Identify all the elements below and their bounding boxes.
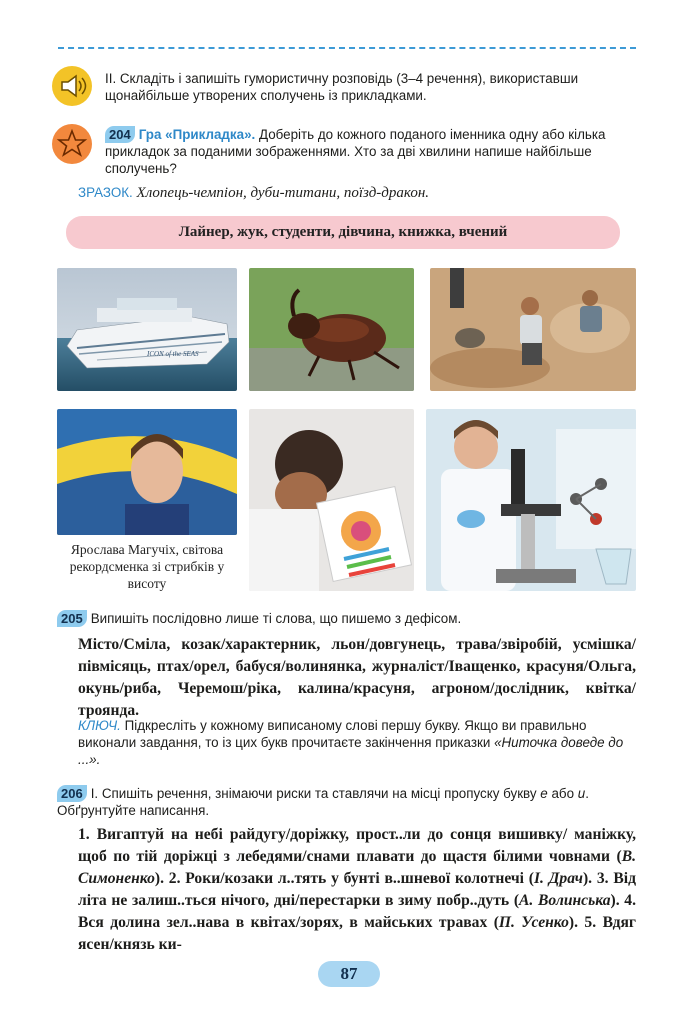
ex205-header (57, 610, 637, 627)
ex206-part5: ). 5. Вдяг ясен/князь ки- (78, 914, 636, 953)
ex206-author1: В. Симоненко (78, 848, 636, 887)
ex204-number: 204 (105, 126, 135, 143)
top-divider (58, 47, 636, 49)
key-text: Підкресліть у кожному виписаному слові першу букву. Якщо ви правильно виконали завдання, то із цих букв прочитаєте закінчення приказки (78, 718, 587, 750)
ex205-number: 205 (57, 610, 87, 627)
speaker-icon (52, 66, 92, 106)
key-label: КЛЮЧ. (78, 718, 121, 733)
sample-label: ЗРАЗОК. (78, 185, 133, 200)
task-ii-text: II. Складіть і запишіть гумористичну розповідь (3–4 речення), використавши щонайбільше утворених сполучень із прикладками. (105, 71, 579, 103)
ex206-number: 206 (57, 785, 87, 802)
ex206-part4: ). 4. Вся долина зел..нава в квітах/зорях, в майських травах ( (78, 892, 636, 931)
liner-photo (57, 268, 237, 391)
students-photo (430, 268, 636, 391)
drawing-child-photo (249, 409, 414, 591)
ex204-title: Гра «Прикладка». (138, 127, 256, 142)
ship-name-text: ICON of the SEAS (147, 350, 199, 358)
beetle-photo (249, 268, 414, 391)
page-number: 87 (318, 961, 380, 987)
ex206-author4: П. Усенко (498, 914, 569, 931)
ex204-sample (78, 184, 638, 202)
scientist-photo (426, 409, 636, 591)
ex206-author2: І. Драч (533, 870, 583, 887)
ex204-instruction: Доберіть до кожного поданого іменника одну або кілька прикладок за поданими зображеннями. Хто за дві хвилини напише найбільше сполучень? (105, 127, 606, 176)
ex206-author3: А. Волинська (519, 892, 611, 909)
ex206-instr-c: . Обґрунтуйте написання. (57, 786, 589, 818)
athlete-photo (57, 409, 237, 535)
ex205-key (78, 717, 636, 768)
ex206-part3: ). 3. Від літа не залиш..ться нічого, дні/перестарки в зиму побр..дуть ( (78, 870, 636, 909)
star-icon-glyph (52, 124, 92, 164)
ex206-instr-b: або (547, 786, 578, 801)
sample-text: Хлопець-чемпіон, дуби-титани, поїзд-дракон. (132, 185, 430, 201)
ex206-letter-y: и (577, 786, 586, 801)
ex206-header (57, 785, 637, 819)
photo-caption: Ярослава Магучіх, світова рекордсменка зі стрибків у висоту (69, 542, 225, 591)
ex206-part2: ). 2. Роки/козаки л..тять у бунті в..шневої колотнечі ( (154, 870, 534, 887)
ex206-instr-a: I. Спишіть речення, знімаючи риски та ставлячи на місці пропуску букву (90, 786, 541, 801)
word-list-banner: Лайнер, жук, студенти, дівчина, книжка, вчений (66, 216, 620, 249)
ex206-part1: 1. Вигаптуй на небі райдугу/доріжку, прост..ли до сонця вишивку/ маніжку, щоб по тій доріжці з лебедями/снами плавати до щастя білими човнами ( (78, 826, 636, 865)
speaker-icon-glyph (52, 66, 92, 106)
ex206-letter-e: е (540, 786, 548, 801)
ex204-text (105, 126, 635, 177)
key-quote: «Ниточка доведе до ...». (78, 735, 624, 767)
star-icon (52, 124, 92, 164)
ex205-words: Місто/Сміла, козак/характерник, льон/довгунець, трава/звіробій, усмішка/півмісяць, птах/орел, бабуся/волинянка, журналіст/Іващенко, красуня/Ольга, окунь/риба, Черемош/ріка, калина/красуня, агроном/дослідник, квітка/троянда. (78, 636, 636, 719)
ex205-instruction: Випишіть послідовно лише ті слова, що пишемо з дефісом. (90, 611, 462, 626)
ex206-sentences (78, 824, 636, 956)
